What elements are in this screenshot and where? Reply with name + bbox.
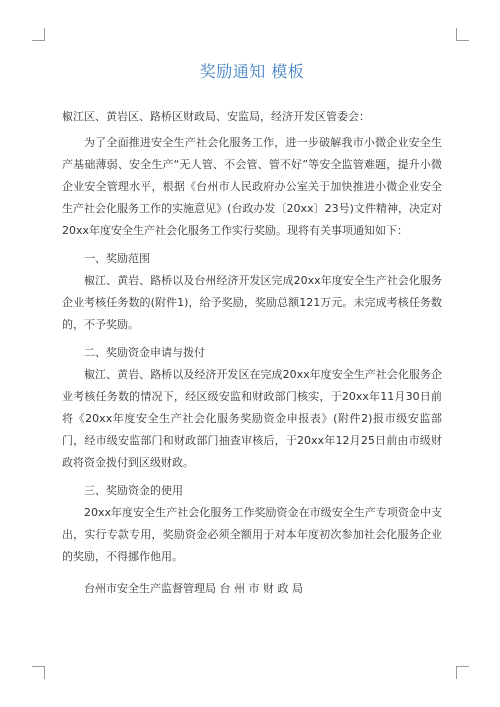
crop-mark-top-left xyxy=(32,28,45,41)
document-page xyxy=(62,60,442,600)
section-2-heading: 二、奖励资金申请与拨付 xyxy=(84,346,205,359)
crop-mark-top-right xyxy=(456,28,469,41)
section-3-body: 20xx年度安全生产社会化服务工作奖励资金在市级安全生产专项资金中支出，实行专款专用，奖励资金必须全额用于对本年度初次参加社会化服务企业的奖励，不得挪作他用。 xyxy=(62,506,442,563)
section-3-heading: 三、奖励资金的使用 xyxy=(84,484,183,497)
intro-paragraph: 为了全面推进安全生产社会化服务工作，进一步破解我市小微企业安全生产基础薄弱、安全生产“无人管、不会管、管不好”等安全监管难题，提升小微企业安全管理水平，根据《台州市人民政府办公室关于加快推进小微企业安全生产社会化服务工作的实施意见》(台政办发〔20xx〕23号)文件精神，决定对20xx年度安全生产社会化服务工作实行奖励。现将有关事项通知如下： xyxy=(62,136,442,237)
greeting-line: 椒江区、黄岩区、路桥区财政局、安监局，经济开发区管委会： xyxy=(62,110,370,123)
section-1-heading: 一、奖励范围 xyxy=(84,252,150,265)
section-1-body: 椒江、黄岩、路桥以及台州经济开发区完成20xx年度安全生产社会化服务企业考核任务数的(附件1)，给予奖励，奖励总额121万元。未完成考核任务数的，不予奖励。 xyxy=(62,274,442,331)
document-title: 奖励通知 模板 xyxy=(199,62,305,81)
signature-line: 台州市安全生产监督管理局 台 州 市 财 政 局 xyxy=(84,582,303,595)
crop-mark-bottom-right xyxy=(456,666,469,679)
crop-mark-bottom-left xyxy=(32,666,45,679)
section-2-body: 椒江、黄岩、路桥以及经济开发区在完成20xx年度安全生产社会化服务企业考核任务数的情况下，经区级安监和财政部门核实，于20xx年11月30日前将《20xx年度安全生产社会化服务奖励资金申报表》(附件2)报市级安监部门，经市级安监部门和财政部门抽查审核后，于20xx年12月25日前由市级财政将资金拨付到区级财政。 xyxy=(62,368,442,469)
